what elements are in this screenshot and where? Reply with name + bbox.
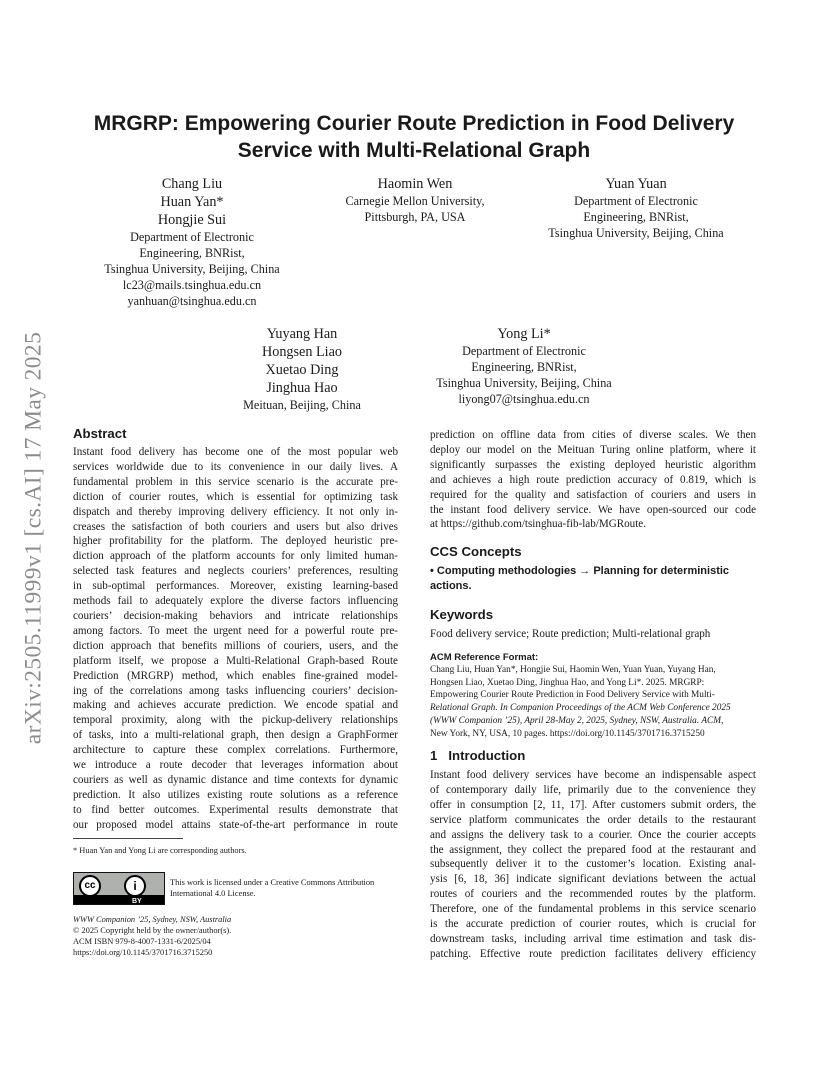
- author-email: yanhuan@tsinghua.edu.cn: [127, 294, 257, 308]
- abstract-line: platform itself, we propose a Multi-Relational Graph-based Route: [73, 654, 398, 667]
- abstract-line: deploy our model on the Meituan Turing online platform, where it: [430, 443, 756, 456]
- acm-ref-heading: ACM Reference Format:: [430, 652, 539, 663]
- abstract-line: at https://github.com/tsinghua-fib-lab/MGRoute.: [430, 518, 646, 531]
- abstract-line: our proposed model attains state-of-the-art performance in route: [73, 818, 398, 831]
- abstract-line: higher profitability for the platform. The deployed heuristic pre-: [73, 535, 398, 548]
- intro-line: Instant food delivery services have become an indispensable aspect: [430, 769, 756, 781]
- abstract-line: architecture to capture these complex correlations. Furthermore,: [73, 744, 398, 757]
- abstract-line: fundamental problem in this service scenario is the accurate pre-: [73, 475, 398, 488]
- arxiv-stamp: [19, 300, 49, 775]
- author-group-2: [305, 175, 525, 225]
- author-affiliation: Department of Electronic: [574, 194, 698, 208]
- author-affiliation: Engineering, BNRist,: [471, 360, 577, 374]
- abstract-line: and achieves a high route prediction accuracy of 0.819, which is: [430, 473, 756, 486]
- footnote: [73, 845, 247, 856]
- acm-ref-line: (WWW Companion ’25), April 28-May 2, 2025, Sydney, NSW, Australia. ACM,: [430, 715, 724, 726]
- license-line: This work is licensed under a Creative Commons Attribution: [170, 878, 375, 887]
- abstract-line: in sub-optimal performances. Moreover, existing learning-based: [73, 580, 398, 593]
- abstract-line: the instant food delivery service. We have open-sourced our code: [430, 503, 756, 516]
- intro-line: patching. Effective route prediction facilitates delivery efficiency: [430, 947, 756, 960]
- author-affiliation: Tsinghua University, Beijing, China: [548, 226, 724, 240]
- author-group-1: [82, 175, 302, 309]
- license-text: [170, 877, 374, 899]
- venue-doi: https://doi.org/10.1145/3701716.3715250: [73, 948, 213, 957]
- abstract-line: creases the satisfaction of both couriers and users but also drives: [73, 520, 398, 533]
- acm-ref-line: New York, NY, USA, 10 pages. https://doi.org/10.1145/3701716.3715250: [430, 728, 705, 739]
- abstract-line: temporal proximity, along with the pickup-delivery relationships: [73, 714, 398, 727]
- author-group-5: [414, 325, 634, 407]
- intro-body: [430, 768, 756, 962]
- author-affiliation: Department of Electronic: [130, 230, 254, 244]
- abstract-line: couriers’ decision-making behaviors and intricate relationships: [73, 609, 398, 622]
- author-name: Hongjie Sui: [157, 212, 227, 228]
- author-affiliation: Pittsburgh, PA, USA: [364, 210, 466, 224]
- author-affiliation: Engineering, BNRist,: [139, 246, 245, 260]
- abstract-line: services worldwide due to its convenience in our daily lives. A: [73, 460, 398, 473]
- intro-line: offer in consumption [2, 11, 17]. After customers submit orders, the: [430, 798, 756, 811]
- abstract-line: selected task features and neglects couriers’ preferences, resulting: [73, 565, 398, 578]
- abstract-line: ing of the correlations among tasks influencing couriers’ decision-: [73, 684, 398, 697]
- author-name: Jinghua Hao: [266, 380, 338, 396]
- intro-heading: [430, 748, 525, 763]
- acm-ref-body: [430, 664, 731, 740]
- abstract-line: diction of courier routes, which is essential for optimizing task: [73, 490, 398, 503]
- venue-copyright: © 2025 Copyright held by the owner/author(s).: [73, 926, 232, 935]
- by-label: BY: [132, 898, 142, 905]
- footnote-rule: [73, 838, 183, 839]
- keywords-text: [430, 627, 760, 642]
- cc-icon: cc: [79, 875, 101, 897]
- author-affiliation: Tsinghua University, Beijing, China: [104, 262, 280, 276]
- paper-title-line2: Service with Multi-Relational Graph: [237, 139, 591, 162]
- intro-line: routes of couriers and the recommended routes by the platform.: [430, 888, 756, 901]
- author-email: lc23@mails.tsinghua.edu.cn: [122, 278, 262, 292]
- abstract-body: [73, 445, 398, 833]
- author-name: Chang Liu: [161, 176, 223, 192]
- cc-badge-strip: [74, 895, 164, 904]
- author-name: Huan Yan*: [160, 194, 224, 210]
- intro-line: is the accurate prediction of courier routes, which is crucial for: [430, 918, 756, 931]
- intro-heading-number: 1: [430, 748, 438, 763]
- acm-ref-line: Relational Graph. In Companion Proceedings of the ACM Web Conference 2025: [430, 703, 731, 714]
- intro-heading-title: Introduction: [448, 748, 526, 763]
- paper-title-line1: MRGRP: Empowering Courier Route Prediction in Food Delivery: [93, 112, 735, 135]
- abstract-line: couriers as well as dynamic distance and time contexts for dynamic: [73, 773, 398, 786]
- ccs-line: • Computing methodologies → Planning for deterministic: [430, 565, 730, 577]
- abstract-line: dispatch and thereby improving delivery efficiency. It not only in-: [73, 505, 398, 518]
- author-affiliation: Engineering, BNRist,: [583, 210, 689, 224]
- ccs-line: actions.: [430, 580, 472, 592]
- abstract-continued: [430, 428, 756, 532]
- venue-isbn: ACM ISBN 979-8-4007-1331-6/2025/04: [73, 937, 211, 946]
- cc-by-badge: [73, 872, 165, 905]
- author-affiliation: Carnegie Mellon University,: [345, 194, 485, 208]
- abstract-heading: Abstract: [73, 426, 127, 441]
- person-icon: i: [124, 875, 146, 897]
- intro-line: ysis [6, 18, 36] indicate significant deviations between the actual: [430, 873, 756, 886]
- author-email: liyong07@tsinghua.edu.cn: [458, 392, 590, 406]
- author-group-4: [192, 325, 412, 413]
- intro-line: Therefore, one of the fundamental problems in this service scenario: [430, 903, 756, 916]
- author-name: Yong Li*: [497, 326, 551, 342]
- acm-ref-line: Empowering Courier Route Prediction in Food Delivery Service with Multi-: [430, 690, 715, 701]
- abstract-line: diction approach of the platform accounts for only limited human-: [73, 550, 398, 563]
- abstract-line: of tasks, into a multi-relational graph, then design a GraphFormer: [73, 729, 398, 742]
- abstract-line: prediction on offline data from cities of diverse scales. We then: [430, 429, 756, 441]
- keywords-line: Food delivery service; Route prediction; Multi-relational graph: [430, 628, 711, 640]
- abstract-line: making and achieves accurate prediction. We encode spatial and: [73, 699, 398, 712]
- author-affiliation: Meituan, Beijing, China: [243, 398, 361, 412]
- abstract-line: Prediction (MRGRP) method, which enables fine-grained model-: [73, 669, 398, 682]
- arxiv-stamp-text: arXiv:2505.11999v1 [cs.AI] 17 May 2025: [20, 331, 47, 744]
- abstract-line: diction approach that benefits millions of couriers, users, and the: [73, 639, 398, 652]
- author-name: Haomin Wen: [377, 176, 453, 192]
- acm-ref-line: Hongsen Liao, Xuetao Ding, Jinghua Hao, and Yong Li*. 2025. MRGRP:: [430, 677, 705, 688]
- footnote-text: * Huan Yan and Yong Li are corresponding authors.: [73, 846, 247, 855]
- abstract-line: significantly surpasses the existing deployed heuristic algorithm: [430, 458, 756, 471]
- intro-line: downstream tasks, including arrival time estimation and task dis-: [430, 932, 756, 945]
- author-affiliation: Department of Electronic: [462, 344, 586, 358]
- abstract-line: to find better outcomes. Experimental results demonstrate that: [73, 803, 398, 816]
- acm-ref-line: Chang Liu, Huan Yan*, Hongjie Sui, Haomin Wen, Yuan Yuan, Yuyang Han,: [430, 665, 716, 675]
- abstract-line: prediction. It also utilizes existing route solutions as a reference: [73, 788, 398, 801]
- author-name: Hongsen Liao: [262, 344, 342, 360]
- ccs-concepts: [430, 564, 760, 594]
- author-name: Yuyang Han: [266, 326, 338, 342]
- venue-info: [73, 914, 231, 958]
- intro-line: the assignment, they collect the prepared food at the restaurant and: [430, 843, 756, 856]
- license-line: International 4.0 License.: [170, 889, 256, 898]
- abstract-line: among factors. To meet the urgent need for a powerful route pre-: [73, 624, 398, 637]
- intro-line: and assigns the delivery task to a courier. Once the courier accepts: [430, 828, 756, 841]
- abstract-line: methods fail to adequately explore the diverse factors influencing: [73, 595, 398, 608]
- abstract-line: required for the quality and satisfaction of couriers and users in: [430, 488, 756, 501]
- author-group-3: [526, 175, 746, 241]
- author-affiliation: Tsinghua University, Beijing, China: [436, 376, 612, 390]
- abstract-line: Instant food delivery has become one of the most popular web: [73, 446, 398, 458]
- paper-title: [40, 110, 788, 164]
- intro-line: subsequently deliver it to the customer’s location. Existing anal-: [430, 858, 756, 871]
- keywords-heading: Keywords: [430, 607, 494, 622]
- ccs-heading: CCS Concepts: [430, 544, 522, 559]
- author-name: Xuetao Ding: [265, 362, 339, 378]
- abstract-line: we introduce a route decoder that leverages information about: [73, 759, 398, 772]
- intro-line: service platform communicates the order details to the restaurant: [430, 813, 756, 826]
- author-name: Yuan Yuan: [605, 176, 667, 192]
- venue-name: WWW Companion ’25, Sydney, NSW, Australia: [73, 915, 232, 924]
- intro-line: of contemporary daily life, primarily due to the convenience they: [430, 783, 756, 796]
